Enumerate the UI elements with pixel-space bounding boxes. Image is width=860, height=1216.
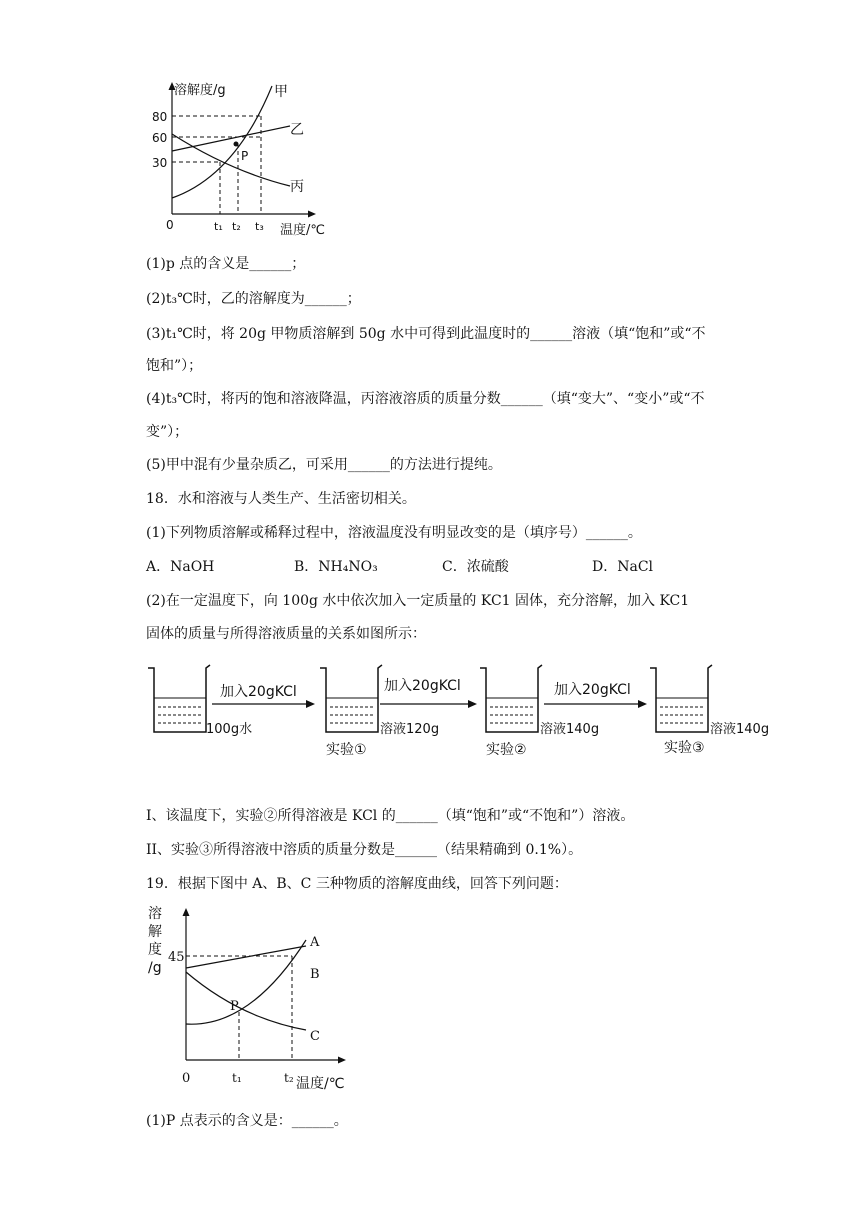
point-p-label: P	[230, 999, 239, 1014]
x-tick-t2: t₂	[232, 220, 241, 233]
curve-label-b: B	[310, 967, 320, 982]
option-c: C．浓硫酸	[442, 559, 509, 575]
beaker-1-label: 100g水	[206, 722, 253, 737]
y-tick-60: 60	[152, 131, 168, 145]
q18-part2-b: 固体的质量与所得溶液质量的关系如图所示：	[146, 626, 426, 642]
arrow-label-3: 加入20gKCl	[554, 682, 631, 698]
x-axis-label: 温度/℃	[296, 1076, 345, 1092]
y-tick-45: 45	[168, 950, 185, 965]
q19-question-1: (1)P 点表示的含义是：______。	[146, 1113, 348, 1129]
q17-line-7: (5)甲中混有少量杂质乙，可采用______的方法进行提纯。	[146, 457, 502, 473]
q17-line-3: (3)t₁℃时，将 20g 甲物质溶解到 50g 水中可得到此温度时的______溶液（填“饱和”或“不	[146, 326, 706, 342]
q18-question-i: I、该温度下，实验②所得溶液是 KCl 的______（填“饱和”或“不饱和”）溶液。	[146, 808, 635, 824]
y-axis-label: 溶解度/g	[174, 83, 226, 98]
q18-stem: 18．水和溶液与人类生产、生活密切相关。	[146, 491, 416, 507]
x-tick-t1: t₁	[232, 1071, 242, 1085]
arrow-label-2: 加入20gKCl	[384, 678, 461, 694]
q19-stem: 19．根据下图中 A、B、C 三种物质的溶解度曲线，回答下列问题：	[146, 876, 568, 892]
q18-options	[146, 557, 706, 577]
x-tick-t3: t₃	[255, 220, 264, 233]
q17-line-2: (2)t₃℃时，乙的溶解度为______；	[146, 291, 361, 307]
y-axis-label-3: 度	[148, 942, 162, 958]
curve-label-yi: 乙	[290, 122, 304, 138]
curve-label-bing: 丙	[290, 179, 304, 195]
y-axis-label-1: 溶	[148, 906, 162, 922]
curve-label-c: C	[310, 1029, 320, 1044]
beaker-3	[480, 665, 542, 732]
curve-jia	[172, 86, 272, 198]
beaker-4-label: 溶液140g	[710, 722, 770, 737]
q17-line-5: (4)t₃℃时，将丙的饱和溶液降温，丙溶液溶质的质量分数______（填“变大”、“变小”或“不	[146, 391, 705, 407]
x-tick-t2: t₂	[284, 1071, 294, 1085]
option-a: A．NaOH	[146, 559, 215, 575]
y-axis-label-4: /g	[148, 960, 162, 976]
curve-c	[186, 972, 306, 1030]
beaker-4	[650, 665, 712, 732]
q17-line-1: (1)p 点的含义是______；	[146, 256, 306, 272]
origin-label: 0	[182, 1071, 191, 1086]
experiment-1-label: 实验①	[326, 742, 367, 758]
curve-yi	[172, 126, 290, 151]
beaker-experiment-diagram	[140, 660, 790, 760]
x-axis-label: 温度/℃	[280, 223, 325, 238]
q18-part1: (1)下列物质溶解或稀释过程中，溶液温度没有明显改变的是（填序号）______。	[146, 525, 642, 541]
q18-part2-a: (2)在一定温度下，向 100g 水中依次加入一定质量的 KC1 固体，充分溶解，加入 KC1	[146, 593, 690, 609]
y-tick-80: 80	[152, 110, 168, 124]
q17-line-4: 饱和”）；	[146, 358, 203, 374]
curve-label-jia: 甲	[274, 84, 288, 100]
y-tick-30: 30	[152, 156, 168, 170]
option-d: D．NaCl	[592, 559, 654, 575]
option-b: B．NH₄NO₃	[294, 559, 378, 575]
beaker-2-label: 溶液120g	[380, 722, 440, 737]
solubility-chart-2	[140, 900, 360, 1100]
beaker-2	[320, 665, 382, 732]
beaker-3-label: 溶液140g	[540, 722, 600, 737]
q17-line-6: 变”）；	[146, 424, 189, 440]
q18-question-ii: II、实验③所得溶液中溶质的质量分数是______（结果精确到 0.1%）。	[146, 842, 583, 858]
solubility-chart-1	[140, 76, 340, 241]
experiment-3-label: 实验③	[664, 740, 705, 756]
x-tick-t1: t₁	[214, 220, 223, 233]
point-p	[234, 142, 239, 147]
y-axis-label-2: 解	[148, 924, 162, 940]
curve-bing	[172, 134, 290, 186]
point-p-label: P	[241, 149, 249, 163]
beaker-1	[148, 665, 210, 732]
arrow-label-1: 加入20gKCl	[220, 684, 297, 700]
curve-label-a: A	[310, 935, 320, 950]
origin-label: 0	[166, 218, 174, 232]
experiment-2-label: 实验②	[486, 742, 527, 758]
